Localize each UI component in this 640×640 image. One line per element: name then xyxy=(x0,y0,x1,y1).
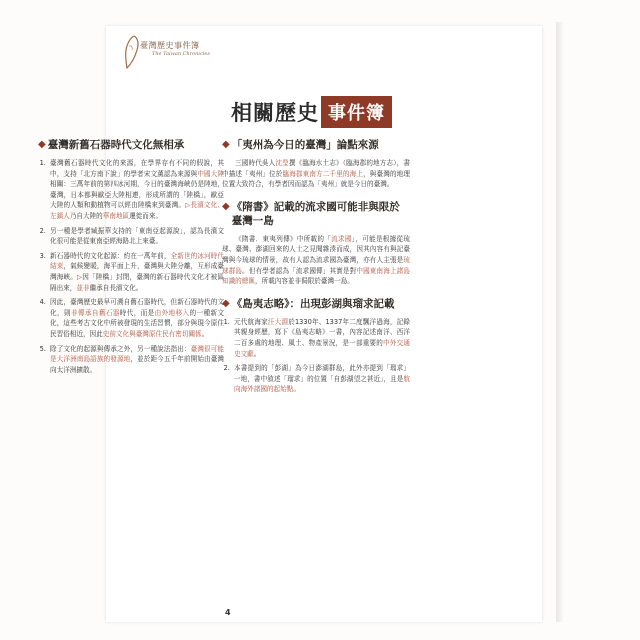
body-text: 《隋書．東夷列傳》中所載的「 xyxy=(235,234,332,243)
body-text: ，氣候變暖，海平面上升，臺灣與大陸分離，互形成臺灣海峽。 xyxy=(50,262,225,281)
body-text: 乃自大陸的 xyxy=(69,211,103,220)
highlighted-text: 琉球群島 xyxy=(222,255,410,275)
section-heading-text: 臺灣新舊石器時代文化無相承 xyxy=(47,139,185,151)
body-text: 遷徙而來。 xyxy=(129,211,163,220)
section-heading-text: 《島夷志略》：出現彭湖與瑠求記載 xyxy=(231,297,395,310)
page-title-highlight: 事件簿 xyxy=(321,96,392,128)
highlighted-text: 汪大淵 xyxy=(267,317,289,326)
highlighted-text: 非傳承自舊石器 xyxy=(70,308,120,317)
body-text: 。 xyxy=(253,349,261,358)
body-text: ，並於距今五千年前開始由臺灣向太洋洲擴散。 xyxy=(50,355,225,374)
section-suishu xyxy=(222,200,410,287)
body-text: 繼承自長濱文化。 xyxy=(89,283,143,292)
body-text: 新石器時代的文化起源：約在一萬年前， xyxy=(50,251,171,260)
highlighted-text: 全新世的冰河時代結束 xyxy=(50,251,225,271)
section-heading xyxy=(222,138,410,152)
list-item xyxy=(48,251,224,293)
series-title: 臺灣歷史事件簿 xyxy=(140,41,200,50)
left-column xyxy=(38,138,224,385)
body-text: 本書提到的「彭湖」為今日澎湖群島，此外亦提到「瑠求」一地，書中敘述「瑠求」的位置「自彭湖望之甚近」，且是 xyxy=(234,364,410,383)
section-heading xyxy=(222,200,410,228)
body-text: 時代，而是 xyxy=(119,308,155,317)
list-item xyxy=(48,297,224,339)
body-text: 於1330年、1337年二度飄洋過海，記錄其親身經歷，寫下《島夷志略》一書，內容記述南洋、西洋二百多處的地理、風土、物產景況，是一部重要的 xyxy=(234,317,411,347)
highlighted-text: 史前文化與臺灣原住民有密切關係 xyxy=(102,329,202,338)
body-text: 」，可能是根據從琉球、臺灣、澎湖回來的人士之見聞雜湊而成，因其內容有與記臺灣與今琉球的情景，故有人認為流求國為臺灣，亦有人主張是 xyxy=(222,234,411,264)
diamond-icon: ◆ xyxy=(222,139,230,150)
body-text: 相關：三萬年前的第四冰河期，今日的臺灣海峽仍是陸地，臺灣，日本都與歐亞大陸相連，形成所謂的「陸橋」，歐亞大陸的人類和動植物可以經由陸橋來到臺灣。 xyxy=(50,180,224,210)
highlighted-text: 臺灣很可能是大洋洲南島語族的發源地 xyxy=(50,344,225,364)
paragraph xyxy=(222,234,410,287)
diamond-icon: ◆ xyxy=(38,139,46,150)
page-number: 4 xyxy=(225,608,231,617)
body-text: 除了文化的起源與傳承之外，另一種說法指出： xyxy=(50,344,191,353)
diamond-icon: ◆ xyxy=(222,200,230,212)
body-text: ，所載內容並非侷限於臺灣一島。 xyxy=(254,277,354,286)
body-text: 撰《臨海水土志》（臨海郡的地方志），書中描述「夷州」位於 xyxy=(222,159,411,178)
list-item xyxy=(232,317,410,359)
section-yizhou xyxy=(222,138,410,190)
paragraph xyxy=(222,158,410,190)
highlighted-text: 華南地區 xyxy=(102,211,130,220)
highlighted-text: 沈瑩 xyxy=(275,159,289,167)
highlighted-text: 臨海郡東南方二千里的海上 xyxy=(282,169,364,178)
numbered-list xyxy=(222,317,410,395)
section-daoyi xyxy=(222,297,410,395)
body-text: 臺灣舊石器時代文化的來源，在學界存有不同的假說，其中，支持「北方南下說」的學者宋文薰認為來源與 xyxy=(50,159,224,178)
highlighted-text: 並非 xyxy=(76,283,90,292)
section-heading xyxy=(222,297,410,311)
section-heading-text: 「夷州為今日的臺灣」論點來源 xyxy=(231,139,379,151)
page-title-main: 相關歷史 xyxy=(231,100,319,125)
highlighted-text: 中國東南海上諸島知識的總匯 xyxy=(222,266,410,286)
body-text: 因此，臺灣歷史最早可溯自舊石器時代，但新石器時代的文化，則 xyxy=(50,298,224,317)
section-heading-text: 《隋書》記載的流求國可能非與限於臺灣一島 xyxy=(231,200,400,227)
section-stone-age xyxy=(38,138,224,375)
highlighted-text: 中外交通史文獻 xyxy=(234,338,411,358)
highlighted-text: 流求國 xyxy=(331,234,352,243)
series-subtitle: The Taiwan Chronicles xyxy=(152,51,210,57)
list-item xyxy=(232,363,410,395)
right-column xyxy=(222,138,410,405)
highlighted-text: ▷長濱文化、左鎮人 xyxy=(50,201,224,220)
list-item xyxy=(48,226,224,247)
body-text: 另一種是學者臧振華支持的「東南亞起源說」，認為長濱文化很可能是從東南亞經海路北上來臺。 xyxy=(50,226,224,246)
highlighted-text: 中國大陸 xyxy=(197,169,225,178)
highlighted-text: 航向海外諸國的起始點 xyxy=(234,374,410,394)
body-text: ，與臺灣的地理位置大致符合，有學者因而認為「夷州」就是今日的臺灣。 xyxy=(222,169,410,189)
section-heading xyxy=(38,138,224,152)
body-text: 。 xyxy=(293,385,300,394)
body-text: 的一種新文化，這些考古文化中所被發現的生活習慣，部分與現今原住民習俗相近，因此 xyxy=(50,308,225,338)
body-text: 三國時代吳人 xyxy=(235,159,276,167)
body-text: 。但有學者認為「流求國傳」其實是對 xyxy=(242,266,357,275)
list-item xyxy=(48,344,224,376)
body-text: 因「陸橋」封閉，臺灣的新石器時代文化才被區隔出來， xyxy=(50,272,224,292)
highlighted-text: 由外地移入 xyxy=(154,308,190,317)
body-text: 元代航海家 xyxy=(234,317,268,326)
body-text: 。 xyxy=(201,329,209,338)
diamond-icon: ◆ xyxy=(222,297,230,309)
numbered-list xyxy=(38,158,224,375)
highlighted-text: ▷ xyxy=(77,272,83,281)
page-title xyxy=(231,96,392,128)
list-item xyxy=(48,158,224,222)
book-spine-shadow xyxy=(556,22,564,622)
